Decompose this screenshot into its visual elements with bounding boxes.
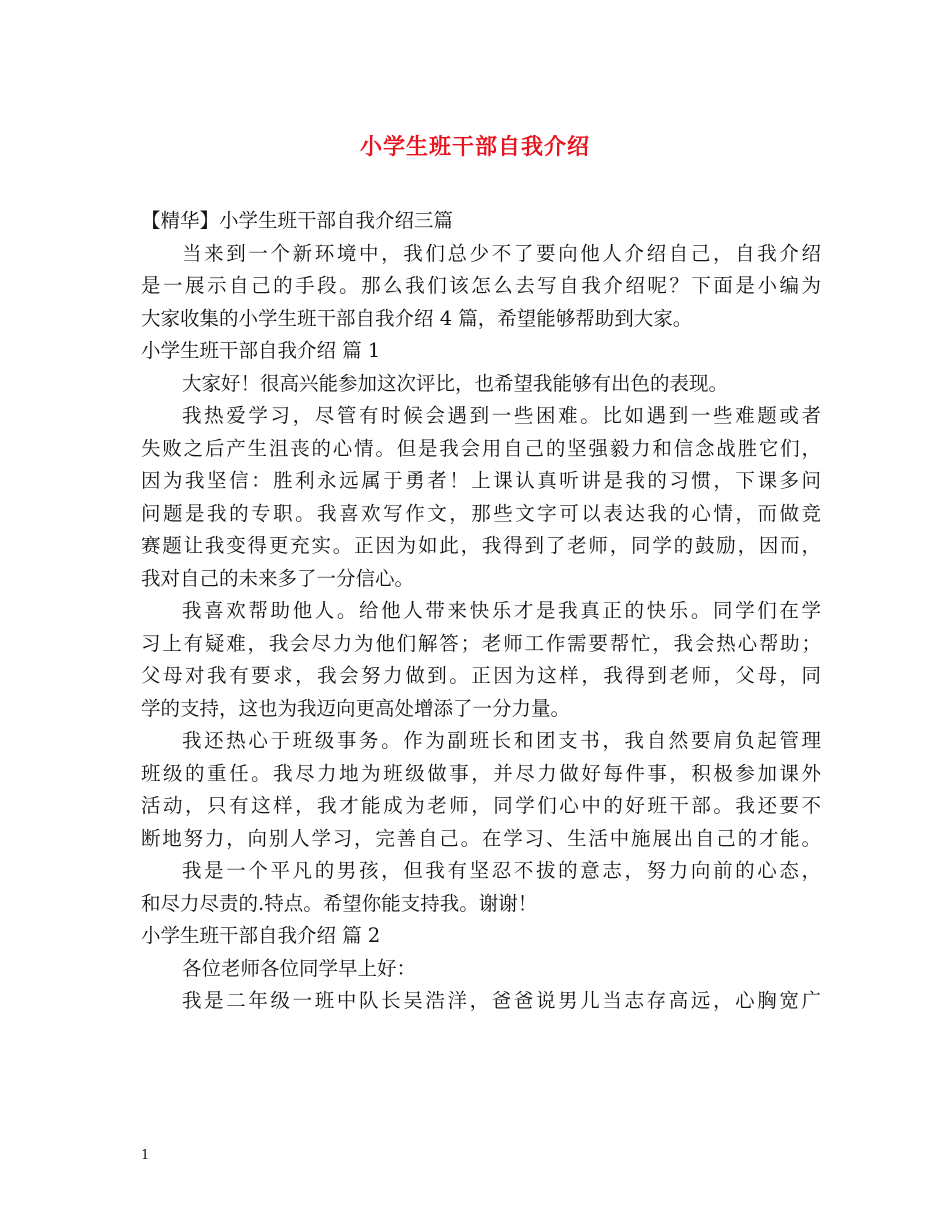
paragraph-line: 断地努力，向别人学习，完善自己。在学习、生活中施展出自己的才能。 — [141, 826, 821, 850]
paragraph-line: 学的支持，这也为我迈向更高处增添了一分力量。 — [141, 696, 571, 720]
paragraph-line: 父母对我有要求，我会努力做到。正因为这样，我得到老师，父母，同 — [141, 664, 821, 687]
intro-line: 大家收集的小学生班干部自我介绍 4 篇，希望能够帮助到大家。 — [141, 306, 693, 330]
paragraph-line: 和尽力尽责的.特点。希望你能支持我。谢谢！ — [141, 891, 538, 915]
paragraph-line: 我热爱学习，尽管有时候会遇到一些困难。比如遇到一些难题或者 — [182, 404, 821, 427]
paragraph-line: 习上有疑难，我会尽力为他们解答；老师工作需要帮忙，我会热心帮助； — [141, 631, 821, 655]
section-heading-1: 小学生班干部自我介绍 篇 1 — [141, 339, 381, 362]
document-title: 小学生班干部自我介绍 — [359, 134, 590, 160]
paragraph-line: 我还热心于班级事务。作为副班长和团支书，我自然要肩负起管理 — [182, 729, 821, 752]
paragraph-line: 失败之后产生沮丧的心情。但是我会用自己的坚强毅力和信念战胜它们， — [141, 436, 821, 460]
section-heading-2: 小学生班干部自我介绍 篇 2 — [141, 924, 381, 947]
paragraph-line: 我是二年级一班中队长吴浩洋，爸爸说男儿当志存高远，心胸宽广 — [182, 989, 821, 1012]
paragraph-line: 大家好！很高兴能参加这次评比，也希望我能够有出色的表现。 — [182, 371, 729, 395]
page-number: 1 — [141, 1148, 150, 1163]
paragraph-line: 我是一个平凡的男孩，但我有坚忍不拔的意志，努力向前的心态， — [182, 859, 821, 882]
paragraph-line: 我对自己的未来多了一分信心。 — [141, 566, 415, 590]
subtitle-line: 【精华】小学生班干部自我介绍三篇 — [141, 209, 454, 232]
paragraph-line: 赛题让我变得更充实。正因为如此，我得到了老师，同学的鼓励，因而， — [141, 534, 821, 557]
paragraph-line: 因为我坚信：胜利永远属于勇者！上课认真听讲是我的习惯，下课多问 — [141, 469, 821, 492]
paragraph-line: 各位老师各位同学早上好： — [182, 956, 417, 980]
paragraph-line: 班级的重任。我尽力地为班级做事，并尽力做好每件事，积极参加课外 — [141, 761, 821, 785]
intro-line: 是一展示自己的手段。那么我们该怎么去写自我介绍呢？下面是小编为 — [141, 274, 821, 297]
paragraph-line: 我喜欢帮助他人。给他人带来快乐才是我真正的快乐。同学们在学 — [182, 599, 821, 622]
paragraph-line: 活动，只有这样，我才能成为老师，同学们心中的好班干部。我还要不 — [141, 794, 821, 817]
paragraph-line: 问题是我的专职。我喜欢写作文，那些文字可以表达我的心情，而做竞 — [141, 501, 821, 525]
document-body — [141, 205, 821, 1018]
intro-line: 当来到一个新环境中，我们总少不了要向他人介绍自己，自我介绍 — [182, 241, 821, 265]
